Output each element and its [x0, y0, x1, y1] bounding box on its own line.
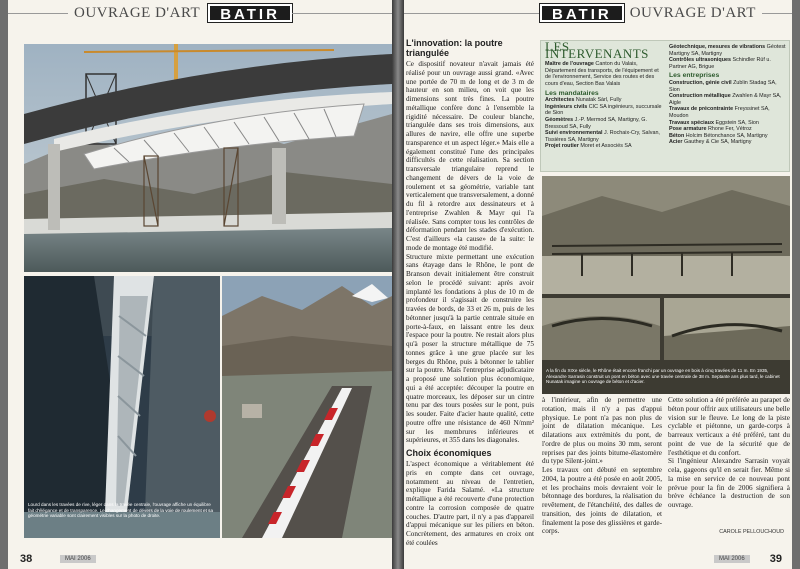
page-number-right: 39 [769, 553, 782, 565]
owner-line: Maître de l'ouvrage Canton du Valais, Département des transports, de l'équipement et de l'environnement, Service des routes et des cours d'eau, Section Bas Valais [545, 61, 659, 87]
list-item: Acier Gauthey & Cie SA, Martigny [669, 139, 752, 146]
intervenants-box [540, 40, 790, 172]
gutter [392, 0, 404, 569]
issue-date-left: MAI 2006 [60, 555, 96, 563]
list-item: Ingénieurs civils CIC SA ingénieurs, succursale de Sion [545, 103, 662, 117]
paragraph: L'aspect économique a véritablement été pris en compte dans cet ouvrage, notamment au niveau de l'entretien, explique Farida Salamé. «La structure métallique a été recouverte d'une protection contre la corrosion composée de quatre couches. D'autre part, il n'y a pas d'appareil d'appui mécanique sur les piliers en béton. Concrètement, des armatures en croix ont été coulées [406, 460, 534, 547]
list-item: Géotechnique, mesures de vibrations Géotest Martigny SA, Martigny [669, 44, 786, 57]
right-page [404, 0, 792, 569]
historical-photos [542, 176, 790, 394]
bridge-underside-illustration [24, 44, 392, 272]
section-title: OUVRAGE D'ART [74, 4, 201, 21]
historical-caption: A la fin du XIXe siècle, le Rhône était encore franchi par un ouvrage en bois à cinq travées de 11 m. En 1935, Alexandre Sarrasin construit un pont en béton avec une travée centrale de 38 m. Septante ans plus tard, le cabinet Nunatak imagine un ouvrage de béton et d'acier. [546, 368, 780, 385]
deck-illustration [222, 276, 392, 538]
magazine-logo: BATIR [208, 4, 292, 22]
list-item: Béton Holcim Bétonchance SA, Martigny [669, 132, 768, 139]
mandataires-heading: Les mandataires [545, 89, 599, 97]
intervenants-title: LES INTERVENANTS [545, 39, 649, 61]
list-item: Géomètres J.-P. Mermod SA, Martigny, G. Bressoud SA, Fully [545, 116, 647, 130]
page-number-left: 38 [20, 553, 33, 565]
list-item: Suivi environnemental J. Rochaix-Cry, Salvan, Tissières SA, Martigny [545, 130, 660, 143]
paragraph: Ce dispositif novateur n'avait jamais été réalisé pour un ouvrage aussi grand. «Avec une portée de 70 m de long et de 3 m de hauteur en son milieu, on voit que les dimensions sont très fines. La poutre métallique confère donc à l'ensemble la rigidité nécessaire. De couleur blanche, triangulée dans ses trois dimensions, aux allures de navire, elle offre une superbe transparence et un aspect léger.» Mais elle a également constitué l'une des principales difficultés de cette réalisation. Sa section transversale triangulaire reprend le changement de dévers de la voie de roulement et sa géométrie, variable tant verticalement que transversalement, a donné du fil à retordre aux dessinateurs et à l'entreprise Zwahlen & Mayr qui l'a réalisée. Sans compter tous les contrôles de déformation pendant les stades d'exécution. C'est d'ailleurs «la cause» de la suite: le mode de montage été modifié. [406, 60, 534, 252]
list-item: Travaux spéciaux Eggstein SA, Sion [669, 119, 759, 126]
subheading-innovation: L'innovation: la poutre triangulée [406, 38, 503, 58]
historical-bridges-illustration [542, 176, 790, 394]
right-header [404, 4, 792, 22]
list-item: Pose armature Rhone Fer, Vétroz [669, 126, 752, 133]
truss-closeup-photo [24, 276, 220, 538]
list-item: Travaux de précontrainte Freyssinet SA, Moudon [669, 106, 770, 119]
article-column-2: à l'intérieur, afin de permettre une rotation, mais il n'y a pas d'appui physique. Le pont n'a pas non plus de joint de dilatation mécanique. Les dilatations aux extrémités du pont, de l'ordre de plus ou moins 30 mm, seront reprises par des joints bitume-élastomère du type Silent-joint.» Les travaux ont débuté en septembre 2004, la poutre a été posée en août 2005, et les prochains mois devraient voir le bétonnage des bordures, la réalisation du revêtement, de l'étanchéité, des dalles de transition, des joints de dilatation, et finalement la pose des glissières et garde-corps. [542, 396, 662, 536]
section-title-right: OUVRAGE D'ART [629, 4, 756, 21]
left-page [8, 0, 392, 569]
subheading-choix: Choix économiques [406, 448, 492, 458]
list-item: Construction métallique Zwahlen & Mayr SA, Aigle [669, 93, 782, 106]
entreprises-heading: Les entreprises [669, 72, 720, 80]
article-column-1 [406, 38, 534, 548]
truss-closeup-illustration [24, 276, 220, 538]
list-item: Architectes Nunatak Sàrl, Fully [545, 97, 622, 104]
bridge-photo-top [24, 44, 392, 272]
list-item: Construction, génie civil Zublin Stadag SA, Sion [669, 79, 777, 93]
left-photo-caption: Lourd dans les travées de rive, léger dans la travée centrale, l'ouvrage affiche un équilibre fait d'élégance et de transparence. Le changement de dévers de la voie de roulement et sa géométrie variable sont clairement visibles sur la photo de droite. [28, 502, 214, 519]
list-item: Contrôles ultrasoniques Schindler Rüf u. Partner AG, Brigue [669, 57, 771, 70]
magazine-logo-right: BATIR [540, 4, 624, 22]
list-item: Projet routier Moret et Associés SA [545, 143, 632, 150]
issue-date-right: MAI 2006 [714, 555, 750, 563]
paragraph: Structure mixte permettant une exécution sans étayage dans le Rhône, le pont de Branson devait initialement être construit selon le procédé suivant: après avoir implanté les fondations à plus de 10 m de profondeur il s'agissait de construire les travées de bords, de 33 et 26 m, puis de les bétonner jusqu'à la partie centrale située en porte-à-faux, en laissant entre les deux l'espace pour la poutre. Ne restait alors plus qu'à poser la structure métallique de 75 tonnes grâce à une grue placée sur les berges du Rhône, puis à bétonner le tablier sur la poutre. Mais l'entreprise adjudicataire a proposé une solution plus économique, qui a été acceptée: découper la poutre en quatre morceaux, les déposer sur un cintre tenu par des tours posées sur le pont, puis les souder. Faite d'acier haute qualité, cette poutre offre une résistance de 460 N/mm² sur les membrures inférieures et supérieures, et 355 dans les diagonales. [406, 252, 534, 445]
article-column-3: Cette solution a été préférée au parapet de béton pour offrir aux utilisateurs une belle vision sur le fleuve. Le long de la piste cyclable et piétonne, un garde-corps à barreaux verticaux a été préféré, tant du point de vue de la sécurité que de l'esthétique et du confort. Si l'ingénieur Alexandre Sarrasin voyait cela, gageons qu'il en serait fier. Même si la mise en service de ce nouveau pont prévue pour la fin de 2006 signifiera à brève échéance la destruction de son ouvrage. [668, 396, 790, 509]
left-header [8, 4, 392, 22]
author-credit: CAROLE PELLOUCHOUD [719, 529, 784, 535]
deck-photo [222, 276, 392, 538]
